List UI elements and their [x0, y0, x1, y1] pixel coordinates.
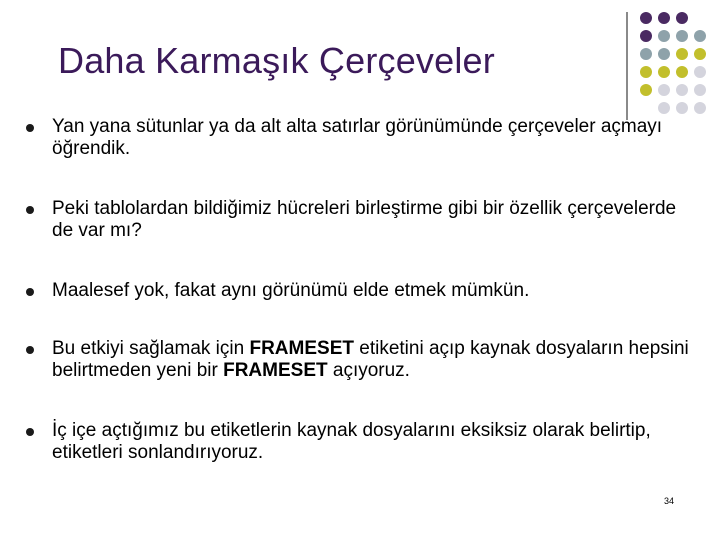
bullet-text [52, 338, 692, 382]
bullet-marker [26, 206, 34, 214]
bullet-text-bold-keyword: FRAMESET [223, 360, 328, 381]
bullet-text [52, 420, 692, 464]
bullet-text-part: Bu etkiyi sağlamak için [52, 338, 250, 359]
bullet-text-part: Peki tablolardan bildiğimiz hücreleri birleştirme gibi bir özellik çerçevelerde de var mı? [52, 198, 677, 241]
bullet-text-part: İç içe açtığımız bu etiketlerin kaynak dosyalarını eksiksiz olarak belirtip, etiketleri sonlandırıyoruz. [52, 420, 651, 463]
bullet-marker [26, 124, 34, 132]
bullet-text-bold-keyword: FRAMESET [249, 338, 354, 359]
bullet-text [52, 198, 692, 242]
page-number: 34 [664, 496, 675, 506]
bullet-text-part: Maalesef yok, fakat aynı görünümü elde etmek mümkün. [52, 280, 530, 301]
bullet-marker [26, 288, 34, 296]
bullet-marker [26, 428, 34, 436]
bullet-text [52, 280, 692, 302]
bullet-marker [26, 346, 34, 354]
bullet-text-part: açıyoruz. [327, 360, 410, 381]
bullet-text [52, 116, 692, 160]
bullet-text-part: Yan yana sütunlar ya da alt alta satırlar görünümünde çerçeveler açmayı öğrendik. [52, 116, 663, 159]
bullet-text-part: etiketini açıp kaynak dosyaların hepsini belirtmeden yeni bir [52, 338, 689, 381]
slide-title: Daha Karmaşık Çerçeveler [58, 40, 495, 81]
